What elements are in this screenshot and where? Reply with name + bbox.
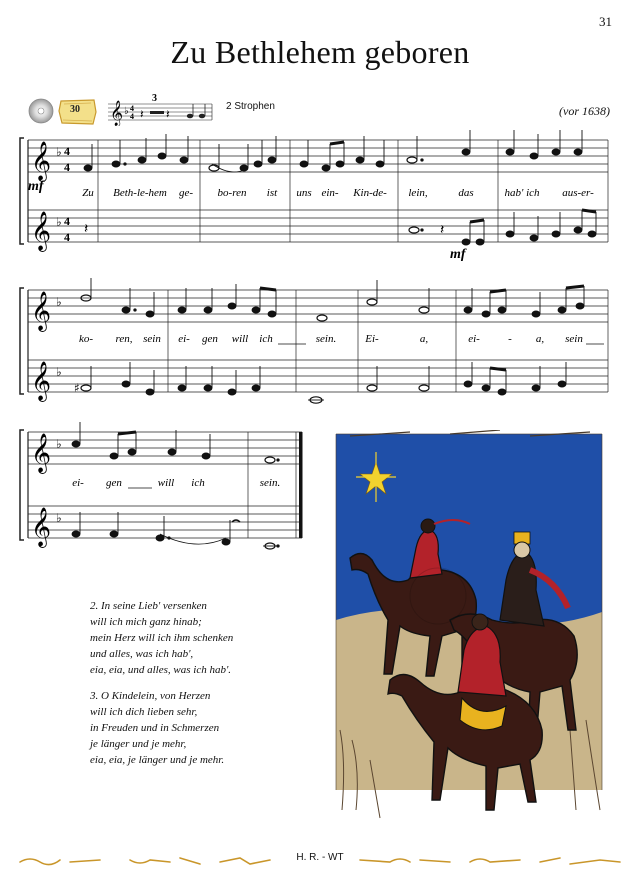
dynamic-mf-lower: mf (450, 247, 466, 262)
date-note: (vor 1638) (559, 104, 610, 118)
verse-line: will ich mich ganz hinab; (90, 616, 202, 628)
lyric-syllable: ei- (178, 333, 190, 345)
intro-staff (108, 92, 218, 126)
lyric-syllable: ko- (78, 333, 94, 345)
svg-text:4: 4 (130, 104, 134, 113)
lyric-syllable: - (508, 333, 512, 345)
svg-text:♭: ♭ (56, 511, 62, 525)
lyric-syllable: sein (143, 333, 161, 345)
three-kings-illustration (330, 430, 608, 822)
svg-text:𝄞: 𝄞 (31, 211, 52, 251)
intro-meter-number: 3 (152, 93, 157, 104)
lyric-syllable: hab' ich (504, 187, 540, 199)
verse-line: und alles, was ich hab', (90, 648, 194, 660)
svg-text:𝄞: 𝄞 (31, 141, 52, 181)
svg-text:𝄽: 𝄽 (84, 221, 89, 237)
verse-line: in Freuden und in Schmerzen (90, 722, 220, 734)
verse-number: 2. (90, 600, 99, 612)
lyric-syllable: ein- (321, 187, 339, 199)
svg-text:4: 4 (64, 230, 70, 244)
lyric-syllable: sein (565, 333, 583, 345)
lyric-syllable: Kin-de- (353, 187, 387, 199)
svg-text:♭: ♭ (124, 106, 129, 117)
verse-text: O Kindelein, von Herzen (101, 690, 211, 702)
lyric-syllable: Ei- (365, 333, 379, 345)
lyric-syllable: sein. (259, 477, 281, 489)
lyric-syllable: will (231, 333, 249, 345)
lyrics-line-3 (72, 477, 280, 489)
lyrics-line-2 (79, 333, 583, 345)
svg-text:♭: ♭ (56, 437, 62, 451)
lyric-syllable: gen (106, 477, 122, 489)
footer-credit: H. R. - WT (296, 852, 344, 863)
verse-line: eia, eia, und alles, was ich hab'. (90, 664, 232, 676)
verse-line (90, 598, 233, 614)
svg-text:𝄞: 𝄞 (31, 361, 52, 401)
lyric-syllable: lein, (408, 187, 428, 199)
verse-2 (90, 598, 233, 678)
svg-text:♭: ♭ (56, 295, 62, 309)
verse-line (90, 688, 224, 704)
lyric-syllable: a, (419, 333, 429, 345)
lyric-syllable: uns (296, 187, 312, 199)
lyric-syllable: ei- (468, 333, 480, 345)
svg-text:♭: ♭ (56, 215, 62, 229)
svg-text:𝄞: 𝄞 (31, 433, 52, 473)
lyric-syllable: gen (202, 333, 218, 345)
svg-text:𝄞: 𝄞 (110, 101, 124, 126)
page-number: 31 (599, 14, 612, 29)
svg-text:𝄞: 𝄞 (31, 291, 52, 331)
lyric-syllable: ich (259, 333, 273, 345)
lyric-syllable: ei- (72, 477, 84, 489)
lyric-syllable: a, (535, 333, 545, 345)
svg-text:♭: ♭ (56, 365, 62, 379)
svg-text:4: 4 (64, 144, 70, 158)
svg-text:𝄽: 𝄽 (140, 107, 144, 121)
music-system-2 (0, 278, 640, 418)
svg-text:𝄞: 𝄞 (31, 507, 52, 547)
svg-text:𝄽: 𝄽 (166, 107, 170, 121)
lyric-syllable: das (458, 187, 474, 199)
cd-icon (28, 98, 54, 124)
verse-line: eia, eia, je länger und je mehr. (90, 754, 225, 766)
lyric-syllable: will (157, 477, 175, 489)
lyrics-line-1 (82, 187, 594, 199)
lyric-syllable: ich (191, 477, 205, 489)
verse-line: mein Herz will ich ihm schenken (90, 632, 234, 644)
lyric-syllable: ren, (115, 333, 133, 345)
svg-text:4: 4 (64, 160, 70, 174)
svg-text:♭: ♭ (56, 145, 62, 159)
lyric-syllable: sein. (315, 333, 337, 345)
lyric-syllable: ist (266, 187, 278, 199)
svg-text:𝄽: 𝄽 (440, 222, 445, 238)
svg-text:4: 4 (130, 112, 134, 121)
svg-text:♯: ♯ (74, 381, 80, 395)
lyric-syllable: bo-ren (217, 187, 247, 199)
verse-text: In seine Lieb' versenken (101, 600, 207, 612)
verses-note: 2 Strophen (226, 101, 275, 112)
verse-line: je länger und je mehr, (90, 738, 187, 750)
music-system-1 (0, 128, 640, 268)
lyric-syllable: Zu (82, 187, 94, 199)
song-title: Zu Bethlehem geboren (170, 34, 470, 70)
track-number: 30 (70, 104, 80, 115)
verse-3 (90, 688, 224, 768)
verse-line: will ich dich lieben sehr, (90, 706, 198, 718)
verse-number: 3. (90, 690, 99, 702)
lyric-syllable: Beth-le-hem (113, 187, 167, 199)
dynamic-mf-upper: mf (28, 179, 44, 194)
lyric-syllable: aus-er- (562, 187, 594, 199)
lyric-syllable: ge- (178, 187, 194, 199)
svg-text:4: 4 (64, 214, 70, 228)
